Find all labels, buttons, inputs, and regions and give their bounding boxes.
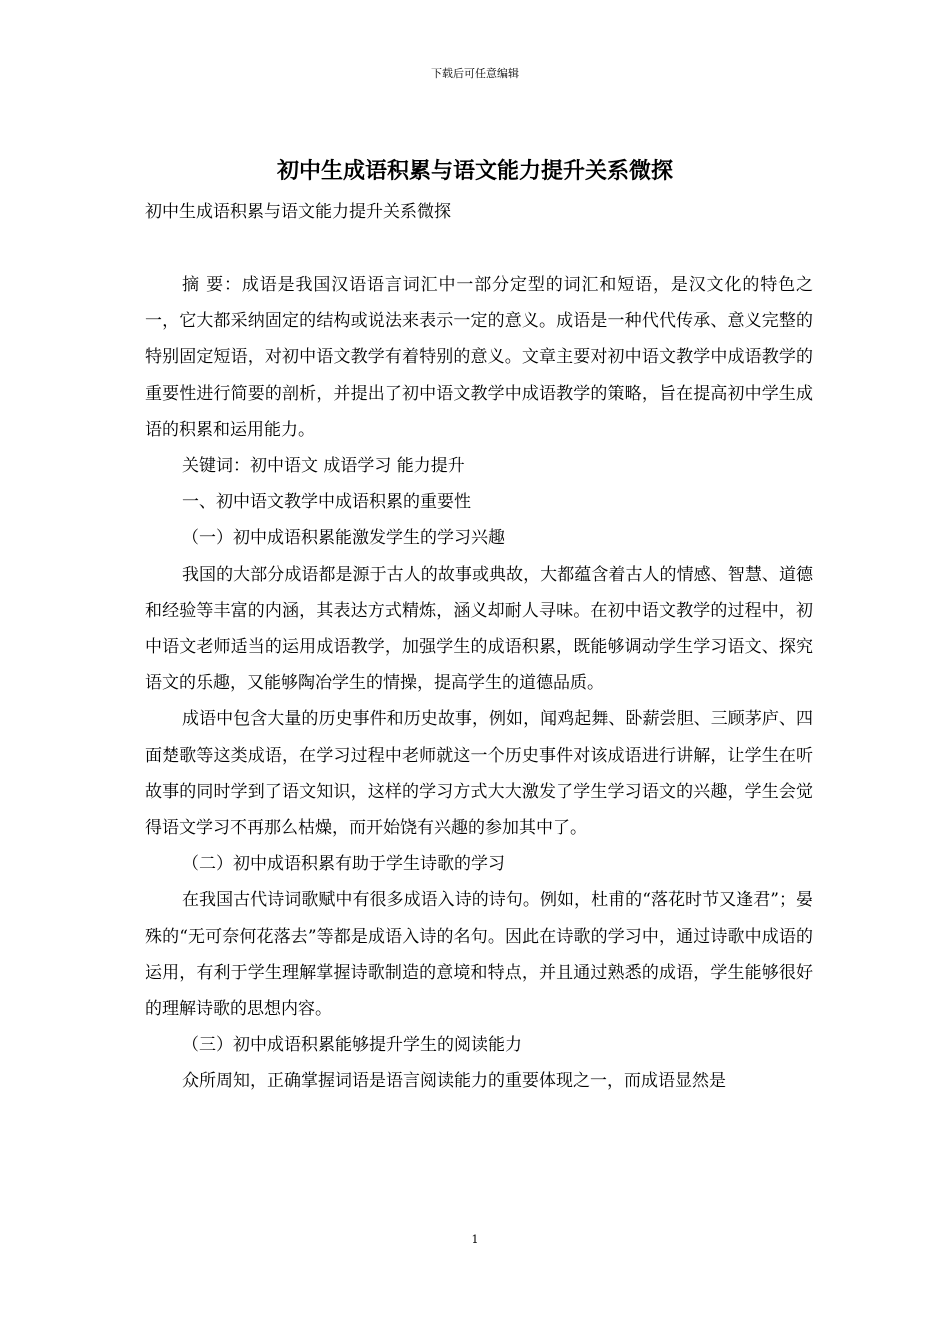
document-body (145, 267, 813, 1100)
page-header: 下载后可任意编辑 (431, 67, 519, 80)
body-paragraph: 我国的大部分成语都是源于古人的故事或典故，大都蕴含着古人的情感、智慧、道德和经验等丰富的内涵，其表达方式精炼，涵义却耐人寻味。在初中语文教学的过程中，初中语文老师适当的运用成语教学，加强学生的成语积累，既能够调动学生学习语文、探究语文的乐趣，又能够陶冶学生的情操，提高学生的道德品质。 (145, 564, 813, 694)
abstract-paragraph: 摘 要：成语是我国汉语语言词汇中一部分定型的词汇和短语，是汉文化的特色之一，它大都采纳固定的结构或说法来表示一定的意义。成语是一种代代传承、意义完整的特别固定短语，对初中语文教学有着特别的意义。文章主要对初中语文教学中成语教学的重要性进行简要的剖析，并提出了初中语文教学中成语教学的策略，旨在提高初中学生成语的积累和运用能力。 (145, 275, 813, 440)
subsection-heading: （一）初中成语积累能激发学生的学习兴趣 (182, 528, 505, 549)
body-paragraph: 在我国古代诗词歌赋中有很多成语入诗的诗句。例如，杜甫的“落花时节又逢君”；晏殊的“无可奈何花落去”等都是成语入诗的名句。因此在诗歌的学习中，通过诗歌中成语的运用，有利于学生理解掌握诗歌制造的意境和特点，并且通过熟悉的成语，学生能够很好的理解诗歌的思想内容。 (145, 890, 813, 1020)
keywords-paragraph: 关键词：初中语文 成语学习 能力提升 (182, 456, 465, 477)
document-title: 初中生成语积累与语文能力提升关系微探 (276, 158, 673, 184)
body-paragraph: 众所周知，正确掌握词语是语言阅读能力的重要体现之一，而成语显然是 (182, 1071, 726, 1092)
body-paragraph: 成语中包含大量的历史事件和历史故事，例如，闻鸡起舞、卧薪尝胆、三顾茅庐、四面楚歌等这类成语，在学习过程中老师就这一个历史事件对该成语进行讲解，让学生在听故事的同时学到了语文知识，这样的学习方式大大激发了学生学习语文的兴趣，学生会觉得语文学习不再那么枯燥，而开始饶有兴趣的参加其中了。 (145, 709, 813, 839)
page-number: 1 (471, 1233, 479, 1246)
section-heading: 一、初中语文教学中成语积累的重要性 (182, 492, 471, 513)
subsection-heading: （二）初中成语积累有助于学生诗歌的学习 (182, 854, 505, 875)
document-subtitle: 初中生成语积累与语文能力提升关系微探 (145, 202, 451, 222)
subsection-heading: （三）初中成语积累能够提升学生的阅读能力 (182, 1035, 522, 1056)
